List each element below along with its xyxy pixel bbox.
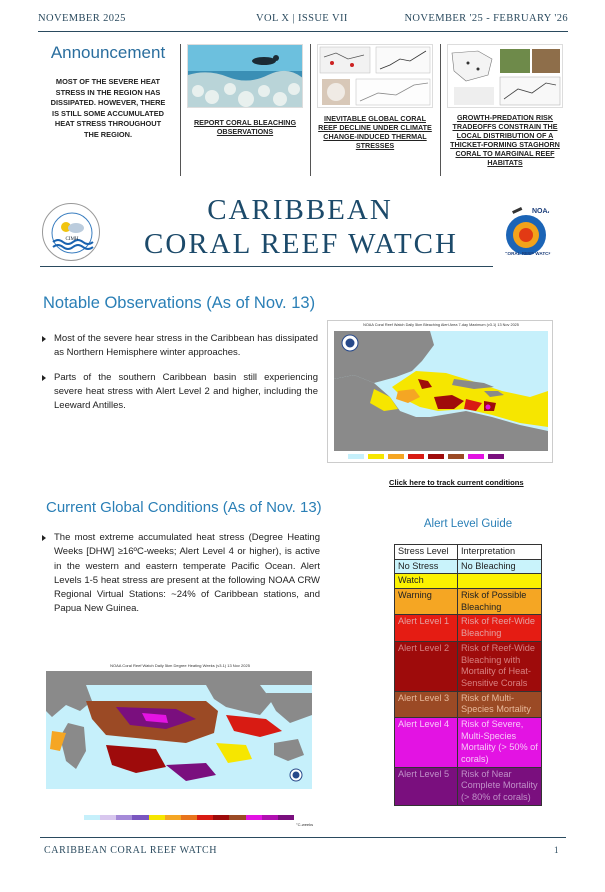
decline-figure[interactable] bbox=[317, 44, 433, 108]
table-row bbox=[395, 692, 541, 718]
notable-bullet-2: Parts of the southern Caribbean basin still experiencing severe heat stress with Alert Level 2 and higher, including the Leeward Antilles. bbox=[40, 371, 318, 414]
notable-observations-heading: Notable Observations (As of Nov. 13) bbox=[43, 294, 316, 312]
alert-level-label: No Stress bbox=[395, 560, 458, 574]
divider bbox=[440, 44, 441, 176]
alert-level-label: Alert Level 5 bbox=[395, 768, 458, 805]
masthead-title-line2: CORAL REEF WATCH bbox=[144, 228, 458, 260]
issue-volume: VOL X | ISSUE VII bbox=[256, 13, 348, 24]
alert-level-label: Alert Level 2 bbox=[395, 642, 458, 691]
feature-link-reef-decline[interactable]: INEVITABLE GLOBAL CORAL REEF DECLINE UNDER CLIMATE CHANGE-INDUCED THERMAL STRESSES bbox=[318, 114, 432, 150]
issue-date: NOVEMBER 2025 bbox=[38, 13, 126, 24]
announcement-title: Announcement bbox=[50, 43, 166, 62]
masthead-title-line1: CARIBBEAN bbox=[207, 194, 393, 226]
crw-logo-text: CORAL REEF WATCH bbox=[504, 251, 552, 256]
footer-rule bbox=[40, 837, 566, 838]
alert-level-interpretation: Risk of Severe, Multi-Species Mortality (> 50% of corals) bbox=[461, 718, 538, 764]
global-bullet-1: The most extreme accumulated heat stress (Degree Heating Weeks [DHW] ≥16ºC-weeks; Alert Level 4 or higher), is active in the western and eastern temperate Pacific Ocean. Alert Levels 1-5 heat stress are present at the following NOAA CRW Regional Virtual Stations: ~24% of Caribbean stations, and Papua New Guinea. bbox=[40, 531, 320, 617]
alert-level-table bbox=[394, 544, 542, 806]
bleaching-photo[interactable] bbox=[187, 44, 303, 108]
alert-level-label: Alert Level 1 bbox=[395, 615, 458, 640]
noaa-logo-text: NOAA bbox=[532, 208, 553, 215]
noaa-crw-logo bbox=[498, 203, 558, 263]
column-header: Stress Level bbox=[395, 545, 458, 559]
alert-level-interpretation bbox=[458, 574, 541, 588]
cimh-logo bbox=[42, 203, 100, 261]
dhw-scale-unit: °C-weeks bbox=[296, 822, 314, 827]
alert-level-interpretation: Risk of Multi-Species Mortality bbox=[461, 692, 531, 715]
footer-title: CARIBBEAN CORAL REEF WATCH bbox=[44, 845, 218, 856]
alert-level-interpretation: Risk of Near Complete Mortality (> 80% of corals) bbox=[461, 768, 538, 803]
table-row bbox=[395, 642, 541, 692]
masthead-rule bbox=[40, 266, 493, 267]
divider bbox=[180, 44, 181, 176]
issue-header bbox=[38, 13, 568, 27]
divider bbox=[310, 44, 311, 176]
caribbean-alert-map[interactable] bbox=[327, 320, 553, 463]
track-conditions-link[interactable]: Click here to track current conditions bbox=[389, 478, 524, 487]
table-row bbox=[395, 574, 541, 589]
announcement-body: MOST OF THE SEVERE HEAT STRESS IN THE REGION HAS DISSIPATED. HOWEVER, THERE IS STILL SOME ACCUMULATED HEAT STRESS THROUGHOUT THE REGION. bbox=[50, 77, 166, 139]
alert-level-label: Alert Level 3 bbox=[395, 692, 458, 717]
table-row bbox=[395, 560, 541, 575]
alert-level-interpretation: No Bleaching bbox=[461, 560, 516, 571]
alert-guide-title: Alert Level Guide bbox=[423, 518, 513, 530]
alert-level-label: Alert Level 4 bbox=[395, 718, 458, 767]
column-header: Interpretation bbox=[461, 546, 516, 556]
alert-level-interpretation: Risk of Reef-Wide Bleaching with Mortality of Heat-Sensitive Corals bbox=[461, 642, 536, 688]
table-row bbox=[395, 718, 541, 768]
staghorn-figure[interactable] bbox=[447, 44, 563, 108]
feature-link-bleaching-report[interactable]: REPORT CORAL BLEACHING OBSERVATIONS bbox=[193, 118, 297, 136]
caribbean-map-title: NOAA Coral Reef Watch Daily 5km Bleaching Alert Area 7-day Maximum (v3.1) 13 Nov 2025 bbox=[363, 323, 519, 327]
notable-bullet-1: Most of the severe hear stress in the Caribbean has dissipated as Northern Hemisphere winter approaches. bbox=[40, 332, 318, 361]
alert-level-interpretation: Risk of Reef-Wide Bleaching bbox=[461, 616, 536, 639]
page-number: 1 bbox=[554, 845, 559, 855]
table-row bbox=[395, 615, 541, 641]
global-bullets bbox=[40, 531, 320, 627]
table-row bbox=[395, 589, 541, 615]
caribbean-map-legend bbox=[348, 454, 528, 459]
dhw-color-scale bbox=[84, 815, 294, 820]
global-dhw-map[interactable] bbox=[38, 663, 322, 833]
feature-link-staghorn[interactable]: GROWTH-PREDATION RISK TRADEOFFS CONSTRAIN THE LOCAL DISTRIBUTION OF A THICKET-FORMING STAGHORN CORAL TO MARGINAL REEF HABITATS bbox=[450, 113, 560, 167]
notable-bullets bbox=[40, 332, 318, 423]
table-header-row bbox=[395, 545, 541, 560]
header-rule bbox=[38, 31, 568, 32]
issue-range: NOVEMBER '25 - FEBRUARY '26 bbox=[404, 13, 568, 24]
alert-level-interpretation: Risk of Possible Bleaching bbox=[461, 590, 527, 612]
alert-level-label: Watch bbox=[395, 574, 458, 588]
alert-level-label: Warning bbox=[395, 589, 458, 614]
global-map-title: NOAA Coral Reef Watch Daily 5km Degree Heating Weeks (v3.1) 13 Nov 2025 bbox=[110, 663, 250, 668]
global-conditions-heading: Current Global Conditions (As of Nov. 13) bbox=[46, 499, 322, 516]
cimh-logo-text: CIMH bbox=[65, 237, 79, 242]
table-row bbox=[395, 768, 541, 805]
